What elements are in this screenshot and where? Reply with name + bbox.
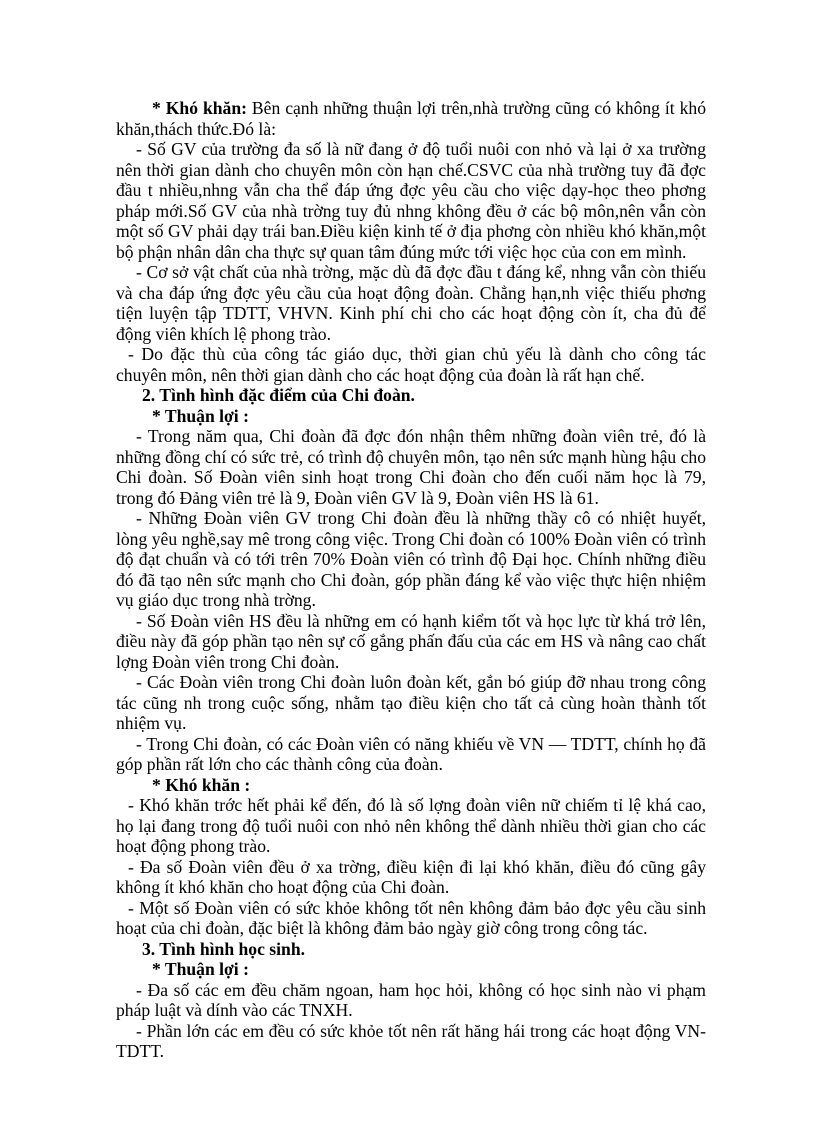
section-heading: 2. Tình hình đặc điểm của Chi đoàn. [142,385,415,405]
khokhan-label: * Khó khăn: [152,98,247,118]
khokhan-paragraph [116,98,706,139]
section-heading: 3. Tình hình học sinh. [142,938,305,959]
hocsinh-item: - Phần lớn các em đều có sức khỏe tốt nên rất hăng hái trong các hoạt động VN-TDTT. [116,1020,706,1061]
khokhan2-item: - Một số Đoàn viên có sức khỏe không tốt nên không đảm bảo đợc yêu cầu sinh hoạt của chi đoàn, đặc biệt là không đảm bảo ngày giờ công trong công tác. [116,897,706,938]
subsection-heading: * Thuận lợi : [152,959,249,979]
document-page [116,98,706,1062]
thuanloi-item: - Các Đoàn viên trong Chi đoàn luôn đoàn kết, gắn bó giúp đỡ nhau trong công tác cũng nh trong cuộc sống, nhằm tạo điều kiện cho tất cả cùng hoàn thành tốt nhiệm vụ. [116,672,706,733]
khokhan-item: - Do đặc thù của công tác giáo dục, thời gian chủ yếu là dành cho công tác chuyên môn, nên thời gian dành cho các hoạt động của đoàn là rất hạn chế. [116,344,706,385]
khokhan-intro: Bên cạnh những thuận lợi trên,nhà trường cũng có không ít khó khăn,thách thức.Đó là: [116,98,707,139]
thuanloi-item: - Số Đoàn viên HS đều là những em có hạnh kiểm tốt và học lực từ khá trở lên, điều này đã góp phần tạo nên sự cố gắng phấn đấu của các em HS và nâng cao chất lợng Đoàn viên trong Chi đoàn. [116,610,706,672]
thuanloi-item: - Những Đoàn viên GV trong Chi đoàn đều là những thầy cô có nhiệt huyết, lòng yêu nghề,say mê trong công việc. Trong Chi đoàn có 100% Đoàn viên có trình độ đạt chuẩn và có tới trên 70% Đoàn viên có trình độ Đại học. Chính những điều đó đã tạo nên sức mạnh cho Chi đoàn, góp phần đáng kể vào việc thực hiện nhiệm vụ giáo dục trong nhà trờng. [116,508,706,610]
subsection-heading: * Khó khăn : [152,774,251,795]
thuanloi-item: - Trong Chi đoàn, có các Đoàn viên có năng khiếu về VN — TDTT, chính họ đã góp phần rất lớn cho các thành công của đoàn. [116,733,706,774]
thuanloi-item: - Trong năm qua, Chi đoàn đã đợc đón nhận thêm những đoàn viên trẻ, đó là những đồng chí có sức trẻ, có trình độ chuyên môn, tạo nên sức mạnh hùng hậu cho Chi đoàn. Số Đoàn viên sinh hoạt trong Chi đoàn cho đến cuối năm học là 79, trong đó Đảng viên trẻ là 9, Đoàn viên GV là 9, Đoàn viên HS là 61. [116,426,707,508]
hocsinh-item: - Đa số các em đều chăm ngoan, ham học hỏi, không có học sinh nào vi phạm pháp luật và dính vào các TNXH. [116,979,706,1020]
khokhan-item: - Cơ sở vật chất của nhà trờng, mặc dù đã đợc đầu t đáng kể, nhng vẫn còn thiếu và cha đáp ứng đợc yêu cầu của hoạt động đoàn. Chẳng hạn,nh việc thiếu phơng tiện luyện tập TDTT, VHVN. Kinh phí chi cho các hoạt động còn ít, cha đủ để động viên khích lệ phong trào. [116,262,706,344]
khokhan2-item: - Khó khăn trớc hết phải kể đến, đó là số lợng đoàn viên nữ chiếm tỉ lệ khá cao, họ lại đang trong độ tuổi nuôi con nhỏ nên không thể dành nhiều thời gian cho các hoạt động phong trào. [116,795,706,856]
subsection-heading: * Thuận lợi : [152,405,249,426]
khokhan2-item: - Đa số Đoàn viên đều ở xa trờng, điều kiện đi lại khó khăn, điều đó cũng gây không ít khó khăn cho hoạt động của Chi đoàn. [116,856,706,897]
khokhan-item: - Số GV của trường đa số là nữ đang ở độ tuổi nuôi con nhỏ và lại ở xa trường nên thời gian dành cho chuyên môn còn hạn chế.CSVC của nhà trường tuy đã đợc đầu t nhiều,nhng vẫn cha thể đáp ứng đợc yêu cầu cho việc dạy-học theo phơng pháp mới.Số GV của nhà trờng tuy đủ nhng không đều ở các bộ môn,nên vẫn còn một số GV phải dạy trái ban.Điều kiện kinh tế ở địa phơng còn nhiều khó khăn,một bộ phận nhân dân cha thực sự quan tâm đúng mức tới việc học của con em mình. [116,139,706,262]
